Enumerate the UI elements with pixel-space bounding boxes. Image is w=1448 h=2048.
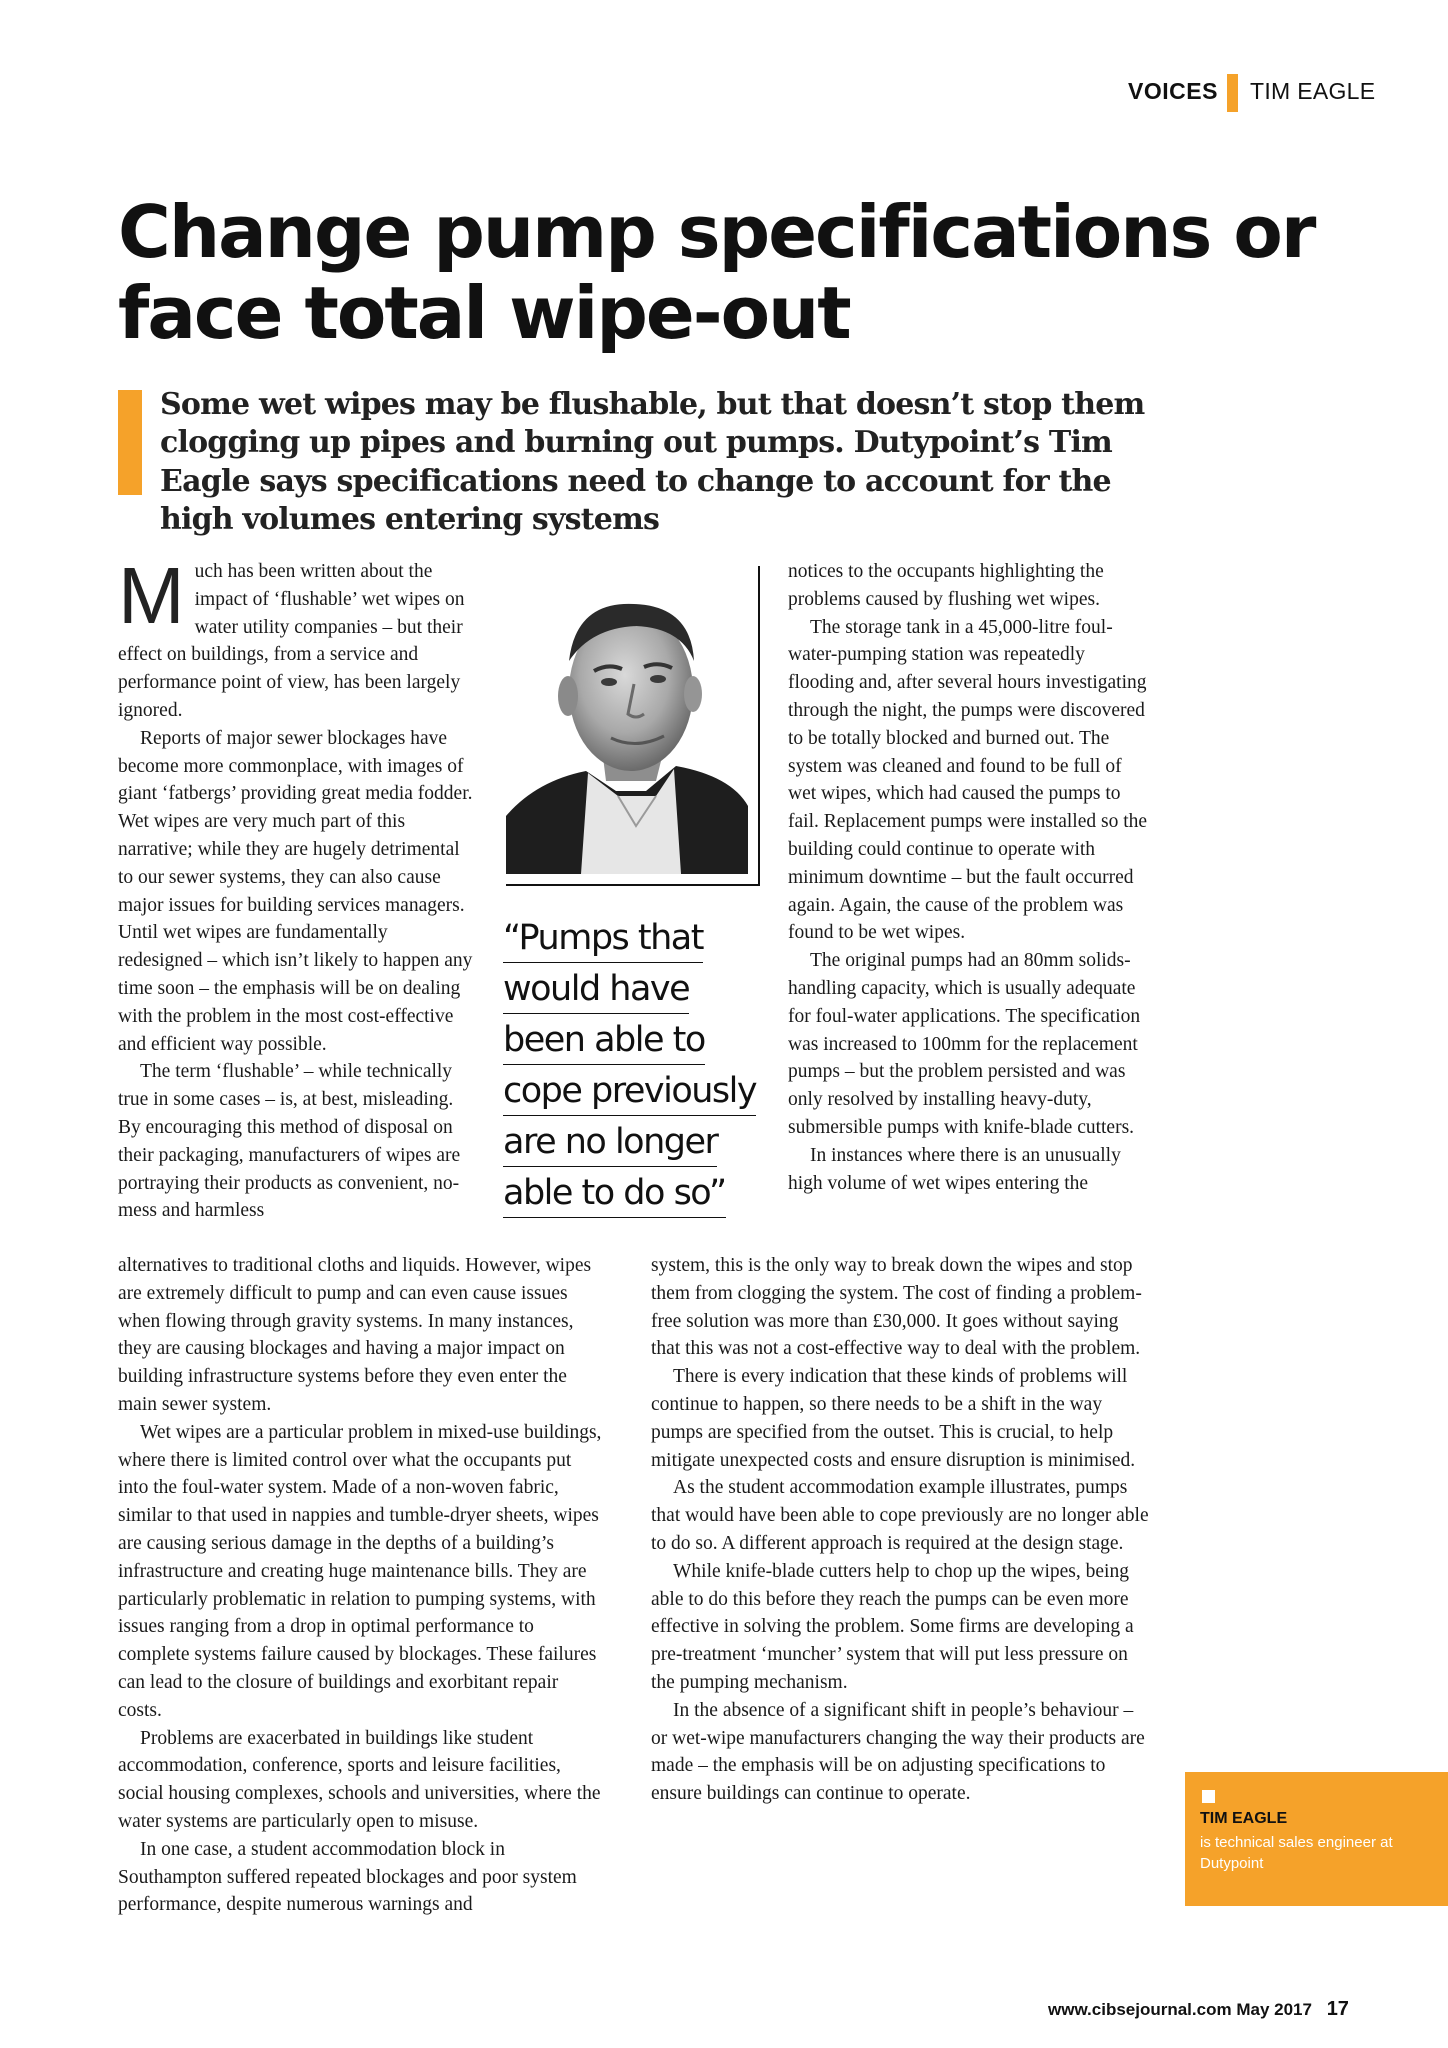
pull-quote-line: cope previously <box>503 1065 756 1116</box>
drop-cap: M <box>118 551 185 640</box>
bio-name: TIM EAGLE <box>1200 1810 1288 1827</box>
headline: Change pump specifications or face total wipe-out <box>118 190 1315 356</box>
pull-quote-line: able to do so” <box>503 1167 726 1218</box>
body-paragraph: In the absence of a significant shift in people’s behaviour – or wet-wipe manufacturers changing the way their products are made – the emphasis will be on adjusting specifications to ensure buildings can continue to operate. <box>651 1699 1145 1805</box>
body-paragraph: The original pumps had an 80mm solids-handling capacity, which is usually adequate for foul-water applications. The specification was increased to 100mm for the replacement pumps – but the problem persisted and was only resolved by installing heavy-duty, submersible pumps with knife-blade cutters. <box>788 950 1141 1138</box>
section-label: VOICES <box>1128 78 1218 104</box>
footer-url: www.cibsejournal.com <box>1048 2000 1232 2019</box>
body-paragraph: The term ‘flushable’ – while technically true in some cases – is, at best, misleading. By encouraging this method of disposal on their packaging, manufacturers of wipes are portraying their products as convenient, no-mess and harmless <box>118 1061 461 1222</box>
pull-quote-line: are no longer <box>503 1116 717 1167</box>
body-right-bottom <box>651 1252 1151 1808</box>
standfirst <box>160 386 1160 540</box>
author-photo <box>506 566 748 874</box>
header-accent-bar <box>1227 74 1238 112</box>
body-paragraph: The storage tank in a 45,000-litre foul-water-pumping station was repeatedly flooding and, after several hours investigating through the night, the pumps were discovered to be totally blocked and burned out. The system was cleaned and found to be full of wet wipes, which had caused the pumps to fail. Replacement pumps were installed so the building could continue to operate with minimum downtime – but the fault occurred again. Again, the cause of the problem was found to be wet wipes. <box>788 616 1148 944</box>
body-paragraph <box>118 551 473 725</box>
footer-issue: May 2017 <box>1236 2000 1312 2019</box>
bio-text: is technical sales engineer at Dutypoint <box>1200 1834 1393 1872</box>
body-paragraph: Problems are exacerbated in buildings like student accommodation, conference, sports and leisure facilities, social housing complexes, schools and universities, where the water systems are particularly open to misuse. <box>118 1727 601 1832</box>
body-paragraph: As the student accommodation example illustrates, pumps that would have been able to cope previously are no longer able to do so. A different approach is required at the design stage. <box>651 1477 1149 1554</box>
pull-quote-line: “Pumps that <box>503 912 703 963</box>
body-paragraph: While knife-blade cutters help to chop up the wipes, being able to do this before they reach the pumps can be even more effective in solving the problem. Some firms are developing a pre-treatment ‘muncher’ system that will put less pressure on the pumping mechanism. <box>651 1560 1134 1693</box>
header-author: TIM EAGLE <box>1250 78 1376 104</box>
body-paragraph: In instances where there is an unusually high volume of wet wipes entering the <box>788 1144 1121 1194</box>
body-right-top <box>788 558 1148 1197</box>
body-paragraph: Wet wipes are a particular problem in mixed-use buildings, where there is limited control over what the occupants put into the foul-water system. Made of a non-woven fabric, similar to that used in nappies and tumble-dryer sheets, wipes are causing serious damage in the depths of a building’s infrastructure and creating huge maintenance bills. They are particularly problematic in relation to pumping systems, with issues ranging from a drop in optimal performance to complete systems failure caused by blockages. These failures can lead to the closure of buildings and exorbitant repair costs. <box>118 1421 602 1721</box>
pull-quote-line: would have <box>503 963 689 1014</box>
body-paragraph: In one case, a student accommodation block in Southampton suffered repeated blockages and poor system performance, despite numerous warnings and <box>118 1838 577 1916</box>
bio-square-icon <box>1202 1790 1215 1803</box>
pull-quote-line: been able to <box>503 1014 705 1065</box>
p1-text: uch has been written about the impact of ‘flushable’ wet wipes on water utility companies – but their effect on buildings, from a service and performance point of view, has been largely ignored. <box>118 561 465 721</box>
standfirst-accent-bar <box>118 390 142 495</box>
standfirst-after: says specifications need to change to account for the high volumes entering systems <box>160 463 1111 538</box>
body-left-top <box>118 551 473 1225</box>
footer <box>1048 1998 1349 2021</box>
body-paragraph: There is every indication that these kinds of problems will continue to happen, so there needs to be a shift in the way pumps are specified from the outset. This is crucial, to help mitigate unexpected costs and ensure disruption is minimised. <box>651 1366 1136 1471</box>
body-left-bottom <box>118 1252 603 1919</box>
standfirst-name: Tim Eagle <box>160 425 1112 499</box>
standfirst-before: Some wet wipes may be flushable, but that doesn’t stop them clogging up pipes and burning out pumps. Dutypoint’s <box>160 387 1145 461</box>
body-paragraph: notices to the occupants highlighting the problems caused by flushing wet wipes. <box>788 561 1104 610</box>
body-paragraph: Reports of major sewer blockages have become more commonplace, with images of giant ‘fatbergs’ providing great media fodder. Wet wipes are very much part of this narrative; while they are hugely detrimental to our sewer systems, they can also cause major issues for building services managers. Until wet wipes are fundamentally redesigned – which isn’t likely to happen any time soon – the emphasis will be on dealing with the problem in the most cost-effective and efficient way possible. <box>118 727 473 1055</box>
page-number: 17 <box>1326 1998 1349 2020</box>
body-paragraph: system, this is the only way to break down the wipes and stop them from clogging the system. The cost of finding a problem-free solution was more than £30,000. It goes without saying that this was not a cost-effective way to deal with the problem. <box>651 1255 1142 1360</box>
pull-quote <box>503 912 757 1218</box>
body-paragraph: alternatives to traditional cloths and liquids. However, wipes are extremely difficult to pump and can even cause issues when flowing through gravity systems. In many instances, they are causing blockages and having a major impact on building infrastructure systems before they even enter the main sewer system. <box>118 1255 592 1415</box>
